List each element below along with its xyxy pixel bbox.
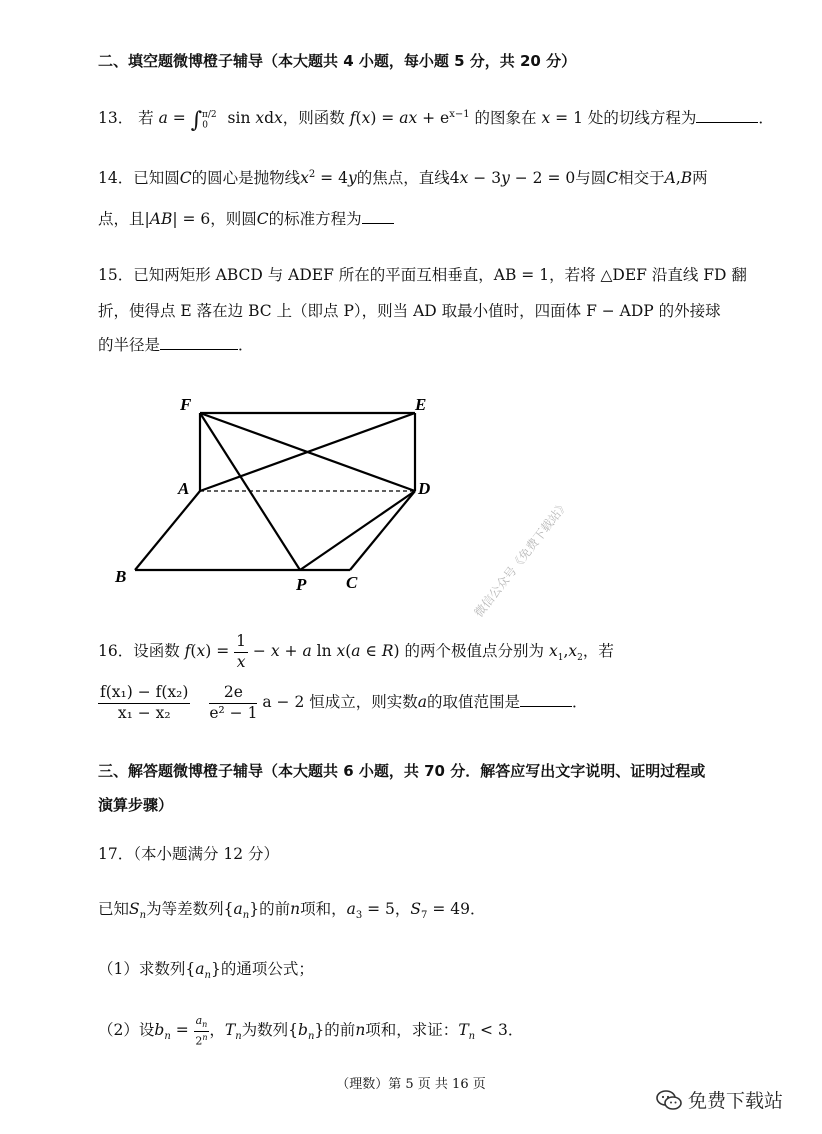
brand-logo: [656, 1086, 783, 1113]
question-15-line3: 的半径是 ．: [98, 336, 254, 354]
label-F: F: [180, 395, 192, 414]
question-17-part2: （2）设$b_n$ = $\frac{a_n}{2^n}$ ，$T_n$为数列$\{b_n\}$的前n项和，求证：$T_n < 3$．: [98, 1014, 524, 1048]
q13-number: 13．: [98, 109, 134, 128]
label-D: D: [418, 479, 431, 498]
label-A: A: [178, 479, 190, 498]
label-E: E: [415, 395, 427, 414]
label-B: B: [115, 567, 127, 586]
solve-section-header-line2: 演算步骤）: [98, 796, 174, 814]
solve-section-header-line1: 三、解答题微博橙子辅导（本大题共 6 小题，共 70 分．解答应写出文字说明、证明过程或: [98, 762, 706, 780]
question-14-line2: 点，且|AB| = 6，则圆C的标准方程为: [98, 208, 394, 230]
question-16-line1: 16．设函数 f(x) = $\frac{1}{x}$ − x + a ln x(a ∈ R) 的两个极值点分别为 $x_1,x_2$，若: [98, 632, 614, 671]
question-15-line1: 15．已知两矩形 ABCD 与 ADEF 所在的平面互相垂直，AB = 1，若将 △DEF 沿直线 FD 翻: [98, 266, 747, 284]
edge-DC: [350, 491, 415, 570]
diagonal-watermark: 微信公众号《免费下载站》: [471, 497, 572, 620]
question-17-part1: （1）求数列$\{a_n\}$的通项公式；: [98, 960, 314, 982]
question-17-stem: 已知$S_n$为等差数列$\{a_n\}$的前n项和，$a_3 = 5$，$S_7 = 49$．: [98, 900, 486, 922]
question-15-line2: 折，使得点 E 落在边 BC 上（即点 P），则当 AD 取最小值时，四面体 F − ADP 的外接球: [98, 302, 721, 320]
answer-blank-13[interactable]: [696, 108, 758, 123]
answer-blank-15[interactable]: [160, 335, 238, 350]
label-P: P: [296, 575, 307, 594]
label-C: C: [346, 573, 358, 592]
edge-AB: [135, 491, 200, 570]
question-14-line1: 14．已知圆C的圆心是抛物线$x^2 = 4y$的焦点，直线4x − 3y − 2 = 0与圆C相交于A,B两: [98, 169, 708, 188]
question-13: 13． 若 $a = \int_0^{\pi/2}$ sin xdx，则函数 f(x) = ax + $e^{x-1}$ 的图象在 x = 1 处的切线方程为 ．: [98, 108, 774, 134]
page-footer: （理数）第 5 页 共 16 页: [336, 1077, 486, 1092]
question-16-line2: $\frac{\text{f(x₁) − f(x₂)}}{\text{x₁ − x₂}}$ $\frac{2e}{\text{e² − 1}}$ a − 2 恒成立，则实数a的取值范围是 ．: [100, 683, 588, 722]
edge-DP: [300, 491, 415, 570]
answer-blank-14[interactable]: [362, 209, 394, 224]
wechat-icon: [656, 1089, 682, 1111]
geometry-figure: [105, 390, 445, 595]
answer-blank-16[interactable]: [520, 692, 572, 707]
figure-lines: [135, 413, 415, 570]
fill-section-header: 二、填空题微博橙子辅导（本大题共 4 小题，每小题 5 分，共 20 分）: [98, 52, 577, 70]
brand-text: 免费下载站: [688, 1090, 784, 1112]
question-17-title: 17．（本小题满分 12 分）: [98, 845, 280, 863]
